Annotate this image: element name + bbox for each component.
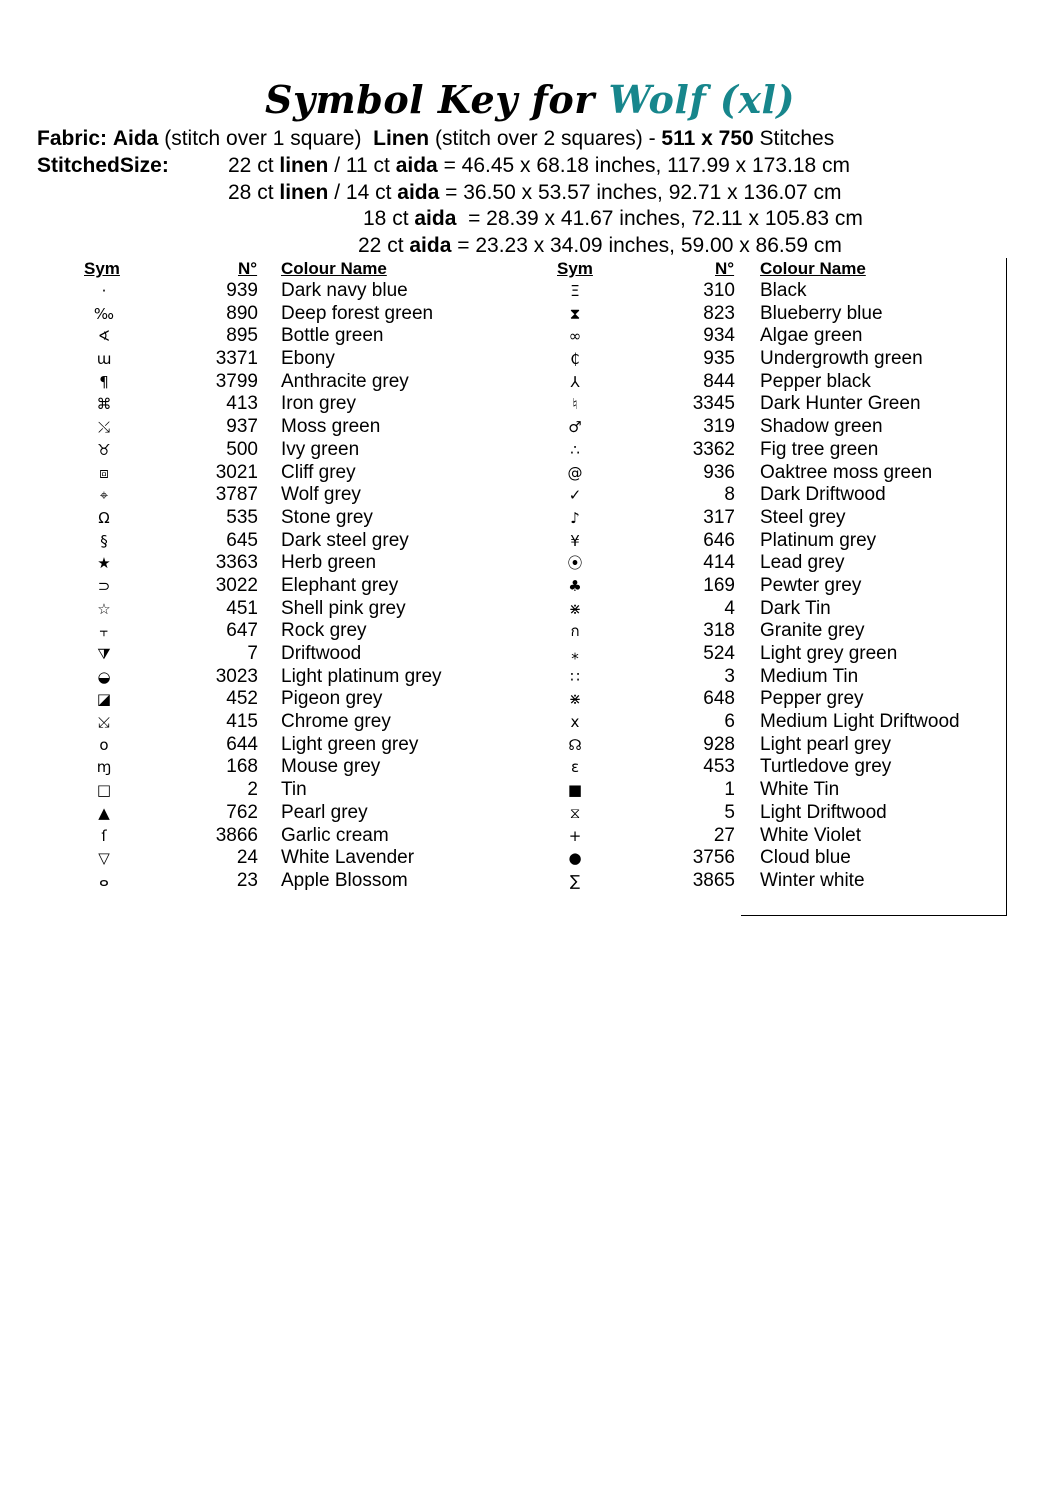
colour-number: 936 xyxy=(703,461,735,483)
symbol-icon: + xyxy=(568,826,582,845)
stitched-size-line: 22 ct aida = 23.23 x 34.09 inches, 59.00 x 86.59 cm xyxy=(358,234,842,257)
colour-name: Fig tree green xyxy=(760,438,879,460)
colour-name: Elephant grey xyxy=(281,574,399,596)
symbol-icon: ◪ xyxy=(96,690,112,709)
symbol-icon: ⁎ xyxy=(571,645,579,663)
colour-number: 934 xyxy=(703,325,735,347)
colour-number: 169 xyxy=(703,574,735,596)
colour-number: 2 xyxy=(247,779,258,801)
symbol-icon: ▲ xyxy=(98,803,110,822)
colour-number: 168 xyxy=(226,756,258,778)
colour-name: Dark Tin xyxy=(760,597,831,619)
colour-number: 937 xyxy=(226,416,258,438)
symbol-icon: ∷ xyxy=(570,667,580,686)
colour-number: 452 xyxy=(226,688,258,710)
colour-number: 935 xyxy=(703,348,735,370)
stitch-dimensions: 511 x 750 xyxy=(661,127,754,150)
symbol-icon: ¶ xyxy=(99,372,109,391)
symbol-icon: ♪ xyxy=(570,508,580,527)
symbol-icon: ⦿ xyxy=(567,554,583,573)
symbol-icon: ⧈ xyxy=(99,463,109,482)
symbol-icon: ∴ xyxy=(570,440,580,459)
colour-number: 3345 xyxy=(692,393,735,415)
stitched-size-line: 22 ct linen / 11 ct aida = 46.45 x 68.18 inches, 117.99 x 173.18 cm xyxy=(228,154,851,177)
colour-name: Blueberry blue xyxy=(760,302,883,324)
colour-number: 3023 xyxy=(215,665,258,687)
fabric-linen: Linen xyxy=(373,127,430,150)
fabric-aida: Aida xyxy=(112,127,159,150)
colour-number: 895 xyxy=(226,325,258,347)
fabric-label: Fabric: xyxy=(37,127,108,150)
colour-name: Lead grey xyxy=(760,552,845,574)
colour-name: Cliff grey xyxy=(281,461,356,483)
symbol-icon: ☆ xyxy=(97,599,111,618)
symbol-icon: □ xyxy=(96,781,112,800)
symbol-icon: · xyxy=(101,282,107,300)
colour-name: Shell pink grey xyxy=(281,597,406,619)
colour-name: Granite grey xyxy=(760,620,865,642)
symbol-icon: ⫟ xyxy=(99,622,109,641)
symbol-icon: ε xyxy=(570,758,580,777)
symbol-icon: ⴰ xyxy=(99,871,109,890)
colour-name: Winter white xyxy=(760,869,865,891)
symbol-icon: ſ xyxy=(101,826,107,845)
colour-number: 3021 xyxy=(215,461,258,483)
header-num-right: N° xyxy=(715,259,735,278)
symbol-icon: § xyxy=(100,531,108,550)
symbol-icon: ⤯ xyxy=(97,418,110,437)
fabric-linen-note: (stitch over 2 squares) - xyxy=(434,127,656,150)
colour-number: 3756 xyxy=(692,847,735,869)
colour-name: Pigeon grey xyxy=(281,688,383,710)
colour-name: Undergrowth green xyxy=(760,348,923,370)
colour-number: 7 xyxy=(247,643,258,664)
symbol-icon: ∢ xyxy=(97,327,111,346)
colour-name: Moss green xyxy=(281,416,381,438)
colour-name: Algae green xyxy=(760,325,863,347)
symbol-icon: o xyxy=(99,735,109,754)
stitched-size-label: StitchedSize: xyxy=(37,154,169,177)
colour-name: Light pearl grey xyxy=(760,733,891,755)
table-border-right xyxy=(1006,258,1007,916)
colour-number: 27 xyxy=(713,824,735,846)
symbol-icon: ⌘ xyxy=(96,395,112,414)
colour-number: 890 xyxy=(226,302,258,324)
colour-number: 647 xyxy=(226,620,258,642)
colour-name: Medium Tin xyxy=(760,665,859,687)
colour-number: 644 xyxy=(226,733,258,755)
colour-name: Pepper grey xyxy=(760,688,864,710)
colour-number: 3865 xyxy=(692,869,735,891)
symbol-icon: ∞ xyxy=(568,327,582,346)
header-num-left: N° xyxy=(238,259,258,278)
colour-number: 415 xyxy=(226,711,258,733)
symbol-icon: ✓ xyxy=(568,486,582,505)
colour-name: Pearl grey xyxy=(281,801,368,823)
symbol-icon: ▽ xyxy=(98,849,110,868)
symbol-icon: ★ xyxy=(97,554,111,573)
colour-name: White Lavender xyxy=(281,847,415,869)
colour-name: Apple Blossom xyxy=(281,869,408,891)
symbol-icon: ♮ xyxy=(572,395,578,414)
colour-name: White Violet xyxy=(760,824,862,846)
colour-name: Pepper black xyxy=(760,370,871,392)
colour-name: White Tin xyxy=(760,779,840,801)
symbol-icon: ɯ xyxy=(96,350,112,369)
colour-name: Anthracite grey xyxy=(281,370,409,392)
title-prefix: Symbol Key for xyxy=(265,77,595,122)
colour-number: 453 xyxy=(703,756,735,778)
colour-name: Driftwood xyxy=(281,643,362,664)
colour-number: 3799 xyxy=(215,370,258,392)
symbol-icon: ☊ xyxy=(568,735,582,754)
colour-name: Garlic cream xyxy=(281,824,389,846)
colour-number: 23 xyxy=(236,869,258,891)
fabric-aida-note: (stitch over 1 square) xyxy=(164,127,362,150)
colour-name: Light green grey xyxy=(281,733,419,755)
symbol-icon: ⧗ xyxy=(569,304,581,323)
colour-number: 310 xyxy=(703,280,735,301)
colour-name: Rock grey xyxy=(281,620,367,642)
header-sym-right: Sym xyxy=(557,259,593,278)
colour-number: 414 xyxy=(703,552,735,574)
colour-name: Dark Driftwood xyxy=(760,484,886,506)
colour-name: Medium Light Driftwood xyxy=(760,711,960,733)
colour-name: Herb green xyxy=(281,552,377,574)
colour-number: 3787 xyxy=(215,484,258,506)
symbol-icon: ⧖ xyxy=(569,803,581,822)
symbol-icon: ¥ xyxy=(570,531,580,550)
symbol-icon: ⤩ xyxy=(97,713,110,732)
colour-name: Dark Hunter Green xyxy=(760,393,921,415)
stitched-size-line: 18 ct aida = 28.39 x 41.67 inches, 72.11 x 105.83 cm xyxy=(363,207,863,230)
colour-number: 1 xyxy=(724,779,735,801)
colour-number: 319 xyxy=(703,416,735,438)
colour-number: 823 xyxy=(703,302,735,324)
symbol-icon: ⊃ xyxy=(97,576,111,595)
colour-number: 3362 xyxy=(692,438,735,460)
colour-name: Dark steel grey xyxy=(281,529,409,551)
colour-name: Bottle green xyxy=(281,325,384,347)
colour-number: 3371 xyxy=(215,348,258,370)
colour-number: 645 xyxy=(226,529,258,551)
symbol-icon: Ξ xyxy=(570,282,580,300)
symbol-icon: ♉ xyxy=(97,440,111,459)
colour-name: Turtledove grey xyxy=(760,756,892,778)
colour-name: Black xyxy=(760,280,807,301)
colour-name: Deep forest green xyxy=(281,302,434,324)
colour-name: Wolf grey xyxy=(281,484,361,506)
symbol-icon: ♣ xyxy=(568,576,582,595)
colour-name: Light grey green xyxy=(760,643,898,664)
symbol-icon: ● xyxy=(568,849,582,868)
colour-number: 6 xyxy=(724,711,735,733)
colour-number: 939 xyxy=(226,280,258,301)
colour-number: 844 xyxy=(703,370,735,392)
colour-name: Iron grey xyxy=(281,393,356,415)
colour-name: Ivy green xyxy=(281,438,360,460)
colour-number: 3866 xyxy=(215,824,258,846)
colour-number: 646 xyxy=(703,529,735,551)
colour-number: 4 xyxy=(724,597,735,619)
colour-number: 500 xyxy=(226,438,258,460)
colour-name: Tin xyxy=(281,779,307,801)
colour-number: 3363 xyxy=(215,552,258,574)
colour-name: Oaktree moss green xyxy=(760,461,933,483)
symbol-icon: ♂ xyxy=(568,418,582,437)
symbol-icon: ₵ xyxy=(570,350,580,369)
symbol-icon: ⧩ xyxy=(97,645,111,663)
colour-number: 535 xyxy=(226,506,258,528)
colour-name: Shadow green xyxy=(760,416,883,438)
colour-name: Light Driftwood xyxy=(760,801,887,823)
symbol-icon: ⌖ xyxy=(99,486,109,505)
symbol-icon: @ xyxy=(567,463,583,482)
symbol-icon: ∑ xyxy=(569,871,581,890)
symbol-icon: ⋇ xyxy=(568,690,582,709)
symbol-icon: ⅄ xyxy=(570,372,580,391)
pattern-name: Wolf (xl) xyxy=(608,77,795,122)
colour-number: 3022 xyxy=(215,574,258,596)
colour-number: 451 xyxy=(226,597,258,619)
header-sym-left: Sym xyxy=(84,259,120,278)
stitches-label: Stitches xyxy=(759,127,835,150)
colour-name: Platinum grey xyxy=(760,529,877,551)
colour-name: Ebony xyxy=(281,348,335,370)
colour-number: 318 xyxy=(703,620,735,642)
symbol-icon: ɱ xyxy=(96,758,112,777)
colour-name: Chrome grey xyxy=(281,711,391,733)
stitched-size-line: 28 ct linen / 14 ct aida = 36.50 x 53.57 inches, 92.71 x 136.07 cm xyxy=(228,181,842,204)
symbol-icon: ■ xyxy=(567,781,583,800)
symbol-icon: Ω xyxy=(98,508,110,527)
colour-number: 762 xyxy=(226,801,258,823)
colour-number: 648 xyxy=(703,688,735,710)
symbol-icon: ก xyxy=(570,622,580,641)
header-name-left: Colour Name xyxy=(281,259,387,278)
symbol-icon: ◒ xyxy=(97,667,111,686)
colour-name: Steel grey xyxy=(760,506,846,528)
colour-number: 524 xyxy=(703,643,735,664)
colour-number: 8 xyxy=(724,484,735,506)
colour-number: 317 xyxy=(703,506,735,528)
colour-name: Cloud blue xyxy=(760,847,851,869)
colour-number: 413 xyxy=(226,393,258,415)
colour-number: 3 xyxy=(724,665,735,687)
colour-number: 928 xyxy=(703,733,735,755)
colour-name: Dark navy blue xyxy=(281,280,408,301)
symbol-icon: x xyxy=(570,713,580,732)
fabric-line xyxy=(37,126,834,152)
table-border-bottom xyxy=(741,915,1007,916)
colour-number: 5 xyxy=(724,801,735,823)
colour-name: Pewter grey xyxy=(760,574,862,596)
symbol-icon: ⋇ xyxy=(568,599,582,618)
colour-name: Mouse grey xyxy=(281,756,381,778)
colour-name: Light platinum grey xyxy=(281,665,442,687)
colour-number: 24 xyxy=(236,847,258,869)
colour-name: Stone grey xyxy=(281,506,373,528)
symbol-icon: ‰ xyxy=(93,304,115,323)
page-title xyxy=(0,72,1060,128)
header-name-right: Colour Name xyxy=(760,259,866,278)
